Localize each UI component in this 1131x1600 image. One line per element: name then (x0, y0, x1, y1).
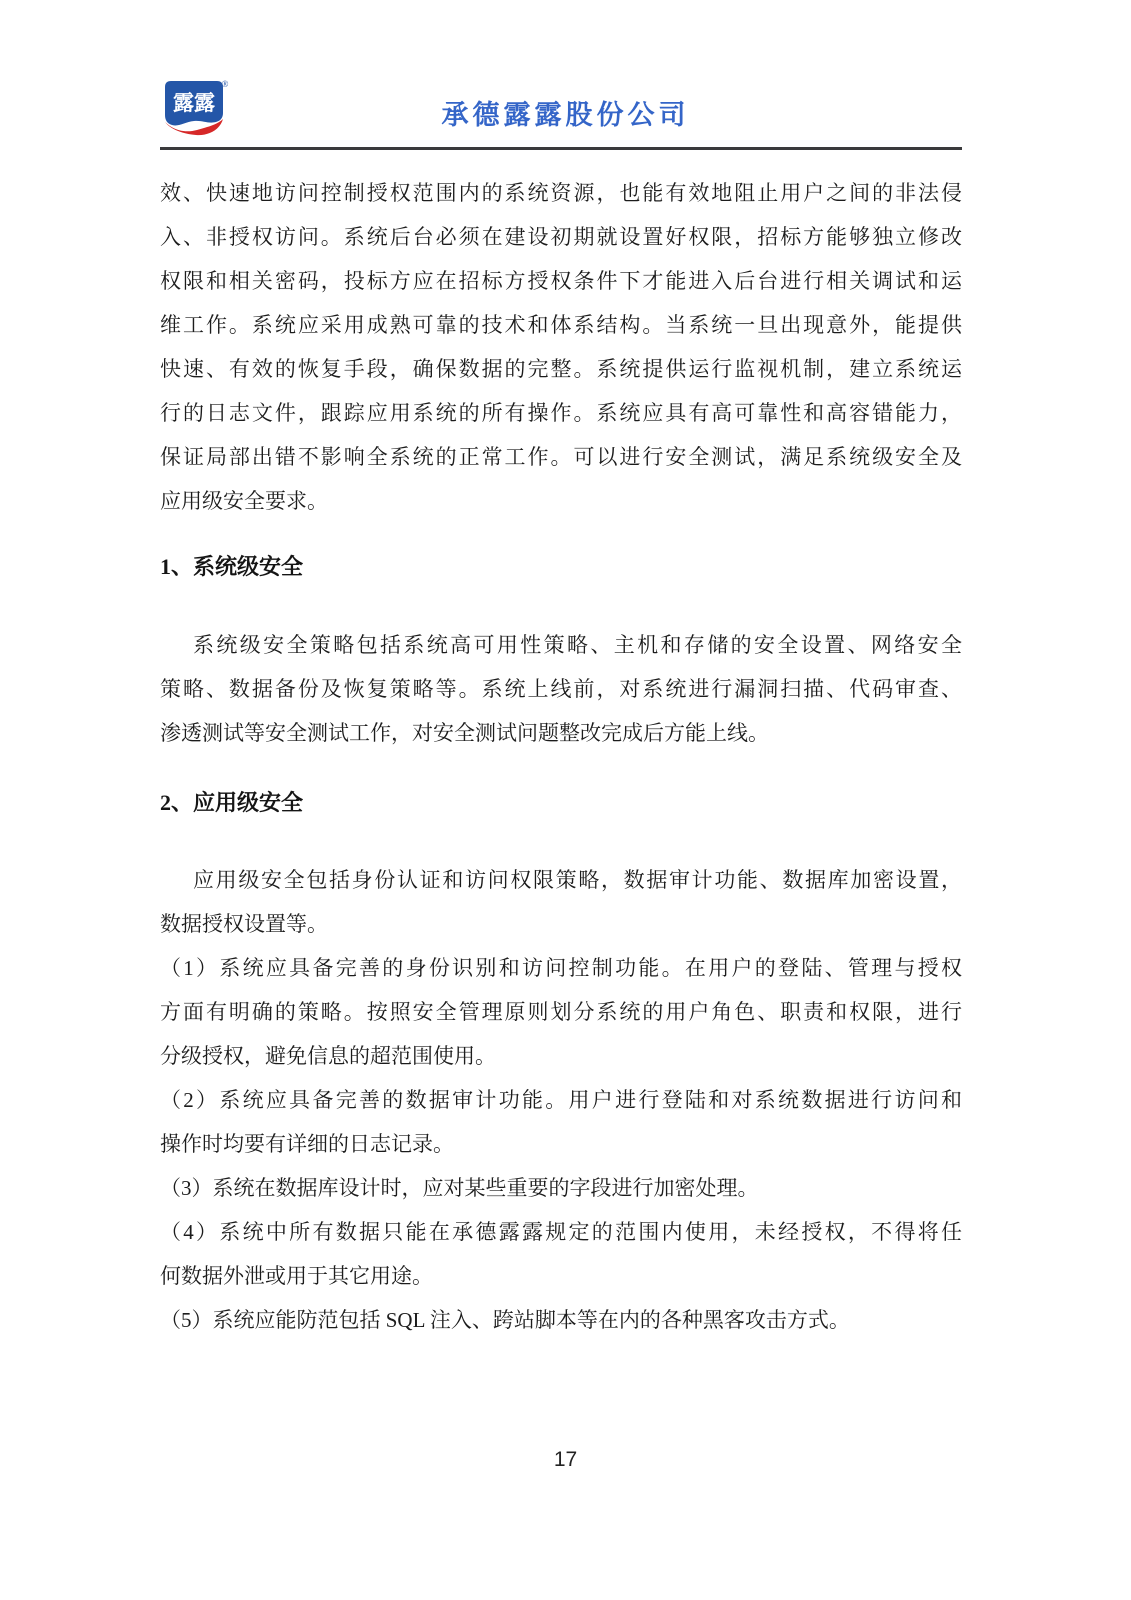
section-2-item-1 (160, 946, 962, 1078)
text-line: （5）系统应能防范包括 SQL 注入、跨站脚本等在内的各种黑客攻击方式。 (160, 1308, 850, 1332)
section-2-item-5 (160, 1298, 962, 1342)
section-2-paragraph (160, 858, 962, 946)
text-line: 渗透测试等安全测试工作，对安全测试问题整改完成后方能上线。 (160, 721, 769, 745)
section-2-heading: 2、应用级安全 (160, 790, 304, 815)
text-line: （1）系统应具备完善的身份识别和访问控制功能。在用户的登陆、管理与授权 (160, 956, 962, 980)
page-number: 17 (553, 1448, 578, 1471)
text-line: 方面有明确的策略。按照安全管理原则划分系统的用户角色、职责和权限，进行 (160, 1000, 962, 1024)
section-1-paragraph (160, 623, 962, 755)
text-line: 策略、数据备份及恢复策略等。系统上线前，对系统进行漏洞扫描、代码审查、 (160, 677, 962, 701)
text-line: （2）系统应具备完善的数据审计功能。用户进行登陆和对系统数据进行访问和 (160, 1088, 962, 1112)
header-divider (160, 147, 962, 150)
text-line: 权限和相关密码，投标方应在招标方授权条件下才能进入后台进行相关调试和运 (160, 269, 962, 293)
text-line: 应用级安全包括身份认证和访问权限策略，数据审计功能、数据库加密设置， (193, 868, 962, 892)
text-line: 系统级安全策略包括系统高可用性策略、主机和存储的安全设置、网络安全 (193, 633, 962, 657)
text-line: （4）系统中所有数据只能在承德露露规定的范围内使用，未经授权，不得将任 (160, 1220, 962, 1244)
text-line: 分级授权，避免信息的超范围使用。 (160, 1044, 496, 1068)
text-line: 数据授权设置等。 (160, 912, 328, 936)
section-2-item-2 (160, 1078, 962, 1166)
text-line: 效、快速地访问控制授权范围内的系统资源，也能有效地阻止用户之间的非法侵 (160, 181, 962, 205)
text-line: 入、非授权访问。系统后台必须在建设初期就设置好权限，招标方能够独立修改 (160, 225, 962, 249)
text-line: 应用级安全要求。 (160, 489, 328, 513)
section-1-heading: 1、系统级安全 (160, 554, 304, 579)
text-line: 行的日志文件，跟踪应用系统的所有操作。系统应具有高可靠性和高容错能力， (160, 401, 962, 425)
text-line: 快速、有效的恢复手段，确保数据的完整。系统提供运行监视机制，建立系统运 (160, 357, 962, 381)
text-line: 操作时均要有详细的日志记录。 (160, 1132, 454, 1156)
logo-text: 露露 (173, 91, 215, 115)
page-header (0, 0, 1131, 150)
registered-trademark-icon: ® (221, 79, 229, 89)
text-line: 何数据外泄或用于其它用途。 (160, 1264, 433, 1288)
company-title: 承德露露股份公司 (441, 100, 690, 130)
section-2-item-3 (160, 1166, 962, 1210)
text-line: 保证局部出错不影响全系统的正常工作。可以进行安全测试，满足系统级安全及 (160, 445, 962, 469)
section-2-item-4 (160, 1210, 962, 1298)
text-line: 维工作。系统应采用成熟可靠的技术和体系结构。当系统一旦出现意外，能提供 (160, 313, 962, 337)
intro-paragraph (160, 171, 962, 523)
text-line: （3）系统在数据库设计时，应对某些重要的字段进行加密处理。 (160, 1176, 759, 1200)
document-body (0, 171, 962, 1342)
